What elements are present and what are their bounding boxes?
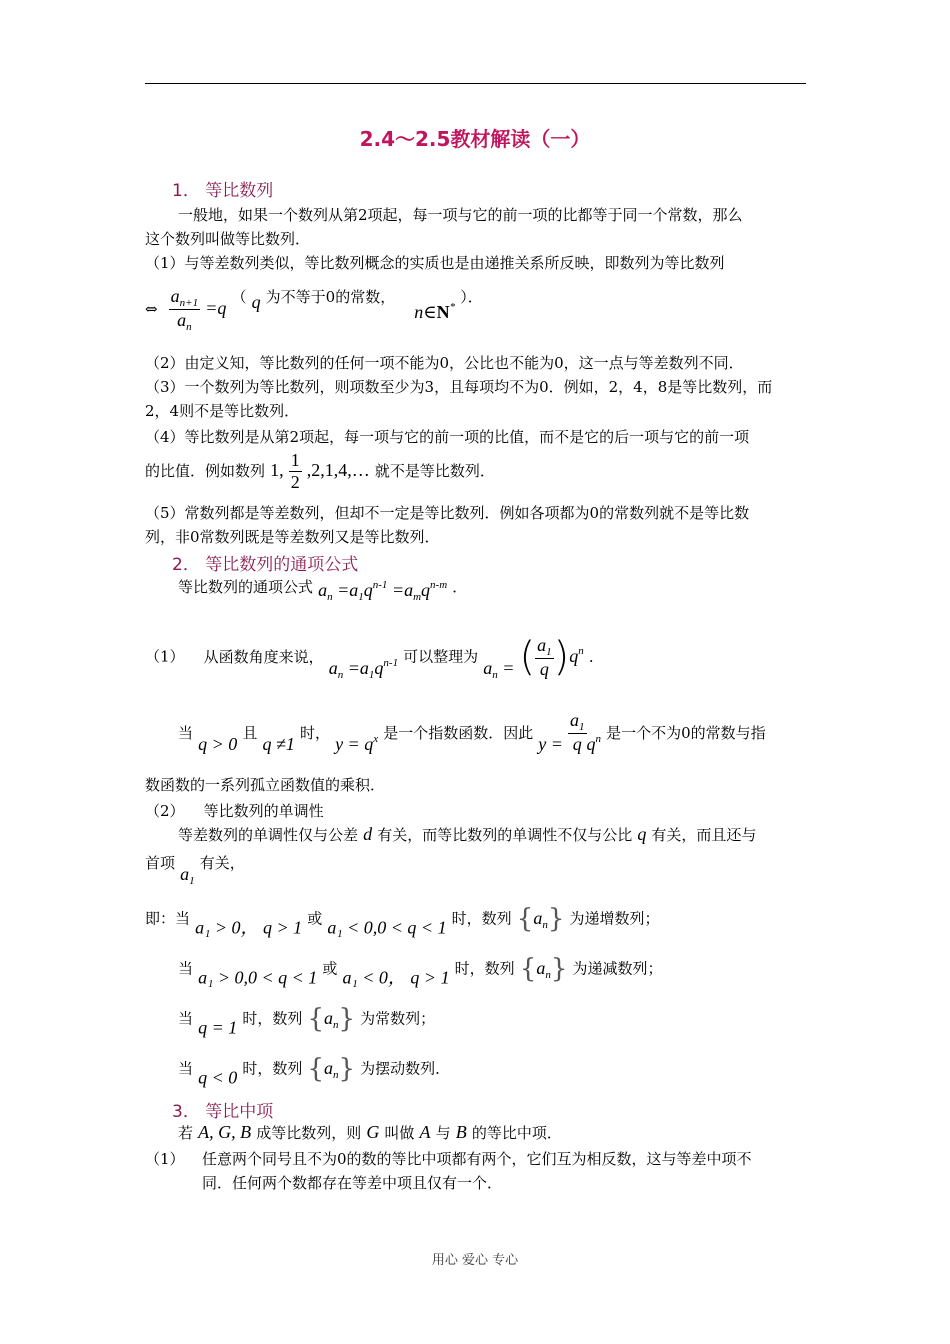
case3-pre: 当 bbox=[178, 1009, 194, 1028]
case1-cond-a: a₁ > 0， q > 1 bbox=[195, 917, 303, 938]
item-2-1-math-a: $a_n =a_1q^{n-1}$ bbox=[328, 656, 399, 681]
formula-dot: ． bbox=[452, 578, 468, 596]
y-eq-qx: $y = q^x$ bbox=[335, 733, 379, 754]
note-4b-pre: 的比值．例如数列 bbox=[145, 462, 266, 480]
a1-over-q-2: $\frac{a_1}{q}$ bbox=[570, 710, 585, 754]
cond-q-ne-1: q ≠1 bbox=[262, 734, 295, 754]
note-4b bbox=[145, 450, 495, 493]
item-2-1: （1） 从函数角度来说， $a_n =a_1q^{n-1}$ 可以整理为 $a_n$ = ( $\frac{a_1}{q}$ )$q^n$ ． bbox=[145, 634, 604, 681]
section-3-heading: 3． 等比中项 bbox=[172, 1102, 274, 1122]
note-4a: （4）等比数列是从第2项起，每一项与它的前一项的比值，而不是它的后一项与它的前一项 bbox=[145, 428, 750, 446]
geometric-mean-def bbox=[178, 1122, 562, 1143]
gm-pre: 若 bbox=[178, 1124, 194, 1142]
var-d: d bbox=[363, 824, 373, 844]
item-2-2-text: 等比数列的单调性 bbox=[203, 802, 324, 820]
definition-line-1: 一般地，如果一个数列从第2项起，每一项与它的前一项的比都等于同一个常数，那么 bbox=[178, 206, 743, 224]
gm-B: B bbox=[455, 1122, 467, 1142]
note-q: q bbox=[251, 292, 261, 312]
gm-A: A bbox=[419, 1122, 431, 1142]
ratio-fraction: $\frac{a_{n+1}}{a_n}$ bbox=[170, 286, 199, 333]
page-title: 2.4～2.5教材解读（一） bbox=[359, 127, 591, 151]
page-footer: 用心 爱心 专心 bbox=[431, 1253, 519, 1268]
ratio-equation bbox=[145, 286, 483, 333]
exp-mid-text: 是一个指数函数．因此 bbox=[383, 724, 534, 742]
var-q: q bbox=[637, 824, 647, 844]
and-label: 且 bbox=[242, 724, 258, 742]
seq-part-1: 1, bbox=[270, 460, 284, 480]
mono-text-b: 有关，而等比数列的单调性不仅与公比 bbox=[377, 826, 633, 844]
exp-function-line-2: 数函数的一系列孤立函数值的乘积． bbox=[145, 776, 386, 794]
note-3b: 2，4则不是等比数列． bbox=[145, 402, 300, 420]
monotonic-line-2 bbox=[145, 852, 245, 887]
monotonic-line-1 bbox=[178, 824, 756, 845]
item-2-2 bbox=[145, 800, 324, 821]
item-2-1-text: 从函数角度来说， bbox=[203, 647, 324, 666]
note-open: （ bbox=[231, 288, 247, 306]
note-1: （1）与等差数列类似，等比数列概念的实质也是由递推关系所反映，即数列为等比数列 bbox=[145, 254, 725, 272]
item-2-1-mid: 可以整理为 bbox=[403, 647, 479, 666]
gm-mid: 成等比数列，则 bbox=[256, 1124, 362, 1142]
gm-and: 与 bbox=[435, 1124, 451, 1142]
case4-shi: 时，数列 bbox=[242, 1059, 303, 1078]
note-constant-text: 为不等于0的常数， bbox=[265, 288, 396, 306]
q-power-n-2: $q^n$ bbox=[586, 733, 602, 754]
definition-line-2: 这个数列叫做等比数列． bbox=[145, 230, 311, 248]
item-3-1-label: （1） bbox=[145, 1150, 185, 1168]
gm-call: 叫做 bbox=[384, 1124, 415, 1142]
case3-shi: 时，数列 bbox=[242, 1009, 303, 1028]
y-eq: y = bbox=[538, 734, 563, 754]
case1-pre: 即：当 bbox=[145, 909, 191, 928]
q-power-n: $q^n$ bbox=[569, 644, 584, 666]
note-2: （2）由定义知，等比数列的任何一项不能为0，公比也不能为0，这一点与等差数列不同． bbox=[145, 354, 744, 372]
case1-or: 或 bbox=[307, 909, 323, 928]
note-5b: 列，非0常数列既是等差数列又是等比数列． bbox=[145, 528, 440, 546]
note-close: ）． bbox=[460, 288, 483, 306]
case1-cond-b: a₁ < 0,0 < q < 1 bbox=[327, 917, 447, 938]
formula-label: 等比数列的通项公式 bbox=[178, 578, 314, 596]
case4-pre: 当 bbox=[178, 1059, 194, 1078]
mono2-text-b: 有关， bbox=[199, 854, 245, 872]
gm-G: G bbox=[366, 1122, 380, 1142]
seq-part-2: ,2,1,4,… bbox=[306, 460, 370, 480]
case1-shi: 时，数列 bbox=[451, 909, 512, 928]
case1-seq: $a_n$ bbox=[533, 907, 548, 931]
item-2-1-label: （1） bbox=[145, 647, 185, 666]
when-label: 当 bbox=[178, 724, 194, 742]
a1-over-q: $\frac{a_1}{q}$ bbox=[537, 634, 552, 679]
case2-result: 为递减数列； bbox=[572, 959, 663, 978]
note-4b-post: 就不是等比数列． bbox=[374, 462, 495, 480]
mono-text-c: 有关，而且还与 bbox=[651, 826, 757, 844]
case1-result: 为递增数列； bbox=[569, 909, 660, 928]
when-suffix: 时， bbox=[299, 724, 330, 742]
formula-math: $a_n =a_1q^{n-1} =a_mq^{n-m}$ bbox=[318, 579, 448, 603]
note-3a: （3）一个数列为等比数列，则项数至少为3，且每项均不为0．例如，2，4，8是等比数列，而 bbox=[145, 378, 773, 396]
mono-text-a: 等差数列的单调性仅与公差 bbox=[178, 826, 359, 844]
case3-cond: q = 1 bbox=[198, 1017, 238, 1038]
item-2-1-end: ． bbox=[588, 647, 604, 666]
case4-cond: q < 0 bbox=[198, 1067, 238, 1088]
item-3-1-line-a: 任意两个同号且不为0的数的等比中项都有两个，它们互为相反数，这与等差中项不 bbox=[202, 1150, 752, 1168]
mono2-text-a: 首项 bbox=[145, 854, 176, 872]
gm-abc: A, G, B bbox=[198, 1122, 252, 1142]
note-5a: （5）常数列都是等差数列，但却不一定是等比数列．例如各项都为0的常数列就不是等比数 bbox=[145, 504, 750, 522]
exp-function-line bbox=[178, 710, 766, 755]
ratio-rhs: =q bbox=[205, 298, 227, 318]
case2-cond-a: a₁ > 0,0 < q < 1 bbox=[198, 967, 318, 988]
section-1-heading: 1． 等比数列 bbox=[172, 181, 274, 201]
case2-cond-b: a₁ < 0， q > 1 bbox=[342, 967, 450, 988]
case2-or: 或 bbox=[322, 959, 338, 978]
cond-q-pos: q > 0 bbox=[198, 734, 238, 754]
case4-seq: $a_n$ bbox=[324, 1057, 339, 1081]
case-oscillating: 当 q < 0 时，数列 $\{a_n\}$ 为摆动数列． bbox=[178, 1054, 451, 1088]
item-2-1-math-b: $a_n$ = bbox=[483, 657, 515, 681]
n-in-N: n∈N* bbox=[414, 301, 456, 322]
exp-post-text: 是一个不为0的常数与指 bbox=[606, 724, 766, 742]
section-2-heading: 2． 等比数列的通项公式 bbox=[172, 555, 359, 575]
item-3-1-line-b: 同．任何两个数都存在等差中项且仅有一个． bbox=[202, 1174, 503, 1192]
case-increasing: 即：当 a₁ > 0， q > 1 或 a₁ < 0,0 < q < 1 时，数列 $\{a_n\}$ 为递增数列； bbox=[145, 904, 660, 938]
iff-symbol: ⇔ bbox=[145, 300, 158, 318]
header-rule bbox=[145, 83, 806, 84]
case2-seq: $a_n$ bbox=[536, 957, 551, 981]
case4-result: 为摆动数列． bbox=[360, 1059, 451, 1078]
var-a1: $a_1$ bbox=[180, 864, 195, 887]
case3-result: 为常数列； bbox=[360, 1009, 436, 1028]
case3-seq: $a_n$ bbox=[324, 1007, 339, 1031]
case-constant: 当 q = 1 时，数列 $\{a_n\}$ 为常数列； bbox=[178, 1004, 436, 1038]
item-2-2-label: （2） bbox=[145, 802, 185, 820]
seq-fraction: $\frac{1}{2}$ bbox=[290, 450, 300, 492]
case2-pre: 当 bbox=[178, 959, 194, 978]
general-formula bbox=[178, 576, 467, 603]
case2-shi: 时，数列 bbox=[454, 959, 515, 978]
gm-end: 的等比中项． bbox=[471, 1124, 562, 1142]
case-decreasing: 当 a₁ > 0,0 < q < 1 或 a₁ < 0， q > 1 时，数列 $\{a_n\}$ 为递减数列； bbox=[178, 954, 663, 988]
